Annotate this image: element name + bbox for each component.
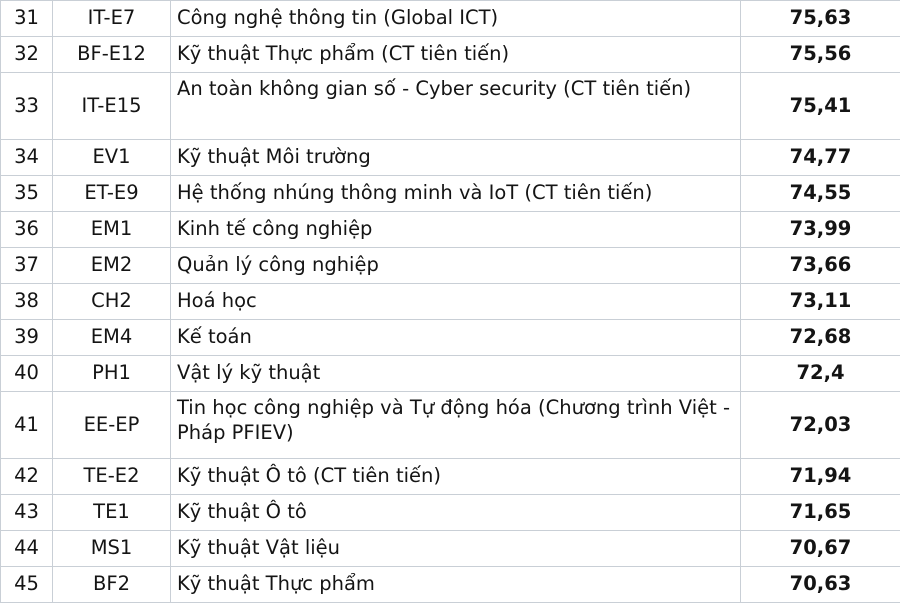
major-code: BF2 (53, 567, 171, 603)
table-row (1, 567, 900, 603)
table-row (1, 212, 900, 248)
major-name: Kỹ thuật Môi trường (171, 140, 741, 176)
benchmark-score: 72,68 (741, 320, 900, 356)
row-number: 32 (1, 37, 53, 73)
row-number: 36 (1, 212, 53, 248)
table-row (1, 140, 900, 176)
table-row (1, 248, 900, 284)
major-name: Vật lý kỹ thuật (171, 356, 741, 392)
major-code: CH2 (53, 284, 171, 320)
benchmark-score: 70,67 (741, 531, 900, 567)
major-code: EM4 (53, 320, 171, 356)
benchmark-score: 72,03 (741, 392, 900, 459)
major-name: Kỹ thuật Thực phẩm (CT tiên tiến) (171, 37, 741, 73)
major-name: Quản lý công nghiệp (171, 248, 741, 284)
row-number: 42 (1, 459, 53, 495)
table-row (1, 37, 900, 73)
table-row (1, 356, 900, 392)
benchmark-score: 74,55 (741, 176, 900, 212)
row-number: 34 (1, 140, 53, 176)
major-name: Kinh tế công nghiệp (171, 212, 741, 248)
table-row (1, 1, 900, 37)
table-body (1, 1, 900, 603)
benchmark-score: 71,94 (741, 459, 900, 495)
benchmark-score: 71,65 (741, 495, 900, 531)
benchmark-score: 75,41 (741, 73, 900, 140)
major-code: ET-E9 (53, 176, 171, 212)
benchmark-score: 70,63 (741, 567, 900, 603)
major-name: Hoá học (171, 284, 741, 320)
benchmark-score: 72,4 (741, 356, 900, 392)
row-number: 38 (1, 284, 53, 320)
row-number: 31 (1, 1, 53, 37)
major-code: EM2 (53, 248, 171, 284)
major-name: An toàn không gian số - Cyber security (CT tiên tiến) (171, 73, 741, 140)
benchmark-score: 75,56 (741, 37, 900, 73)
table-row (1, 320, 900, 356)
major-name: Kỹ thuật Ô tô (CT tiên tiến) (171, 459, 741, 495)
row-number: 37 (1, 248, 53, 284)
major-code: EE-EP (53, 392, 171, 459)
table-row (1, 531, 900, 567)
benchmark-score: 74,77 (741, 140, 900, 176)
benchmark-score: 73,66 (741, 248, 900, 284)
row-number: 33 (1, 73, 53, 140)
table-row (1, 284, 900, 320)
major-code: PH1 (53, 356, 171, 392)
benchmark-score: 73,11 (741, 284, 900, 320)
row-number: 35 (1, 176, 53, 212)
major-name: Công nghệ thông tin (Global ICT) (171, 1, 741, 37)
table-row (1, 495, 900, 531)
major-name: Tin học công nghiệp và Tự động hóa (Chương trình Việt - Pháp PFIEV) (171, 392, 741, 459)
major-code: EV1 (53, 140, 171, 176)
major-code: TE-E2 (53, 459, 171, 495)
row-number: 40 (1, 356, 53, 392)
table-row (1, 459, 900, 495)
major-name: Hệ thống nhúng thông minh và IoT (CT tiên tiến) (171, 176, 741, 212)
major-code: IT-E7 (53, 1, 171, 37)
major-code: IT-E15 (53, 73, 171, 140)
row-number: 44 (1, 531, 53, 567)
major-code: BF-E12 (53, 37, 171, 73)
table-row (1, 392, 900, 459)
major-name: Kỹ thuật Vật liệu (171, 531, 741, 567)
major-code: EM1 (53, 212, 171, 248)
benchmark-score: 75,63 (741, 1, 900, 37)
major-name: Kỹ thuật Ô tô (171, 495, 741, 531)
table-row (1, 73, 900, 140)
major-code: TE1 (53, 495, 171, 531)
row-number: 39 (1, 320, 53, 356)
row-number: 41 (1, 392, 53, 459)
major-code: MS1 (53, 531, 171, 567)
major-name: Kế toán (171, 320, 741, 356)
row-number: 45 (1, 567, 53, 603)
major-name: Kỹ thuật Thực phẩm (171, 567, 741, 603)
table-row (1, 176, 900, 212)
benchmark-score: 73,99 (741, 212, 900, 248)
row-number: 43 (1, 495, 53, 531)
